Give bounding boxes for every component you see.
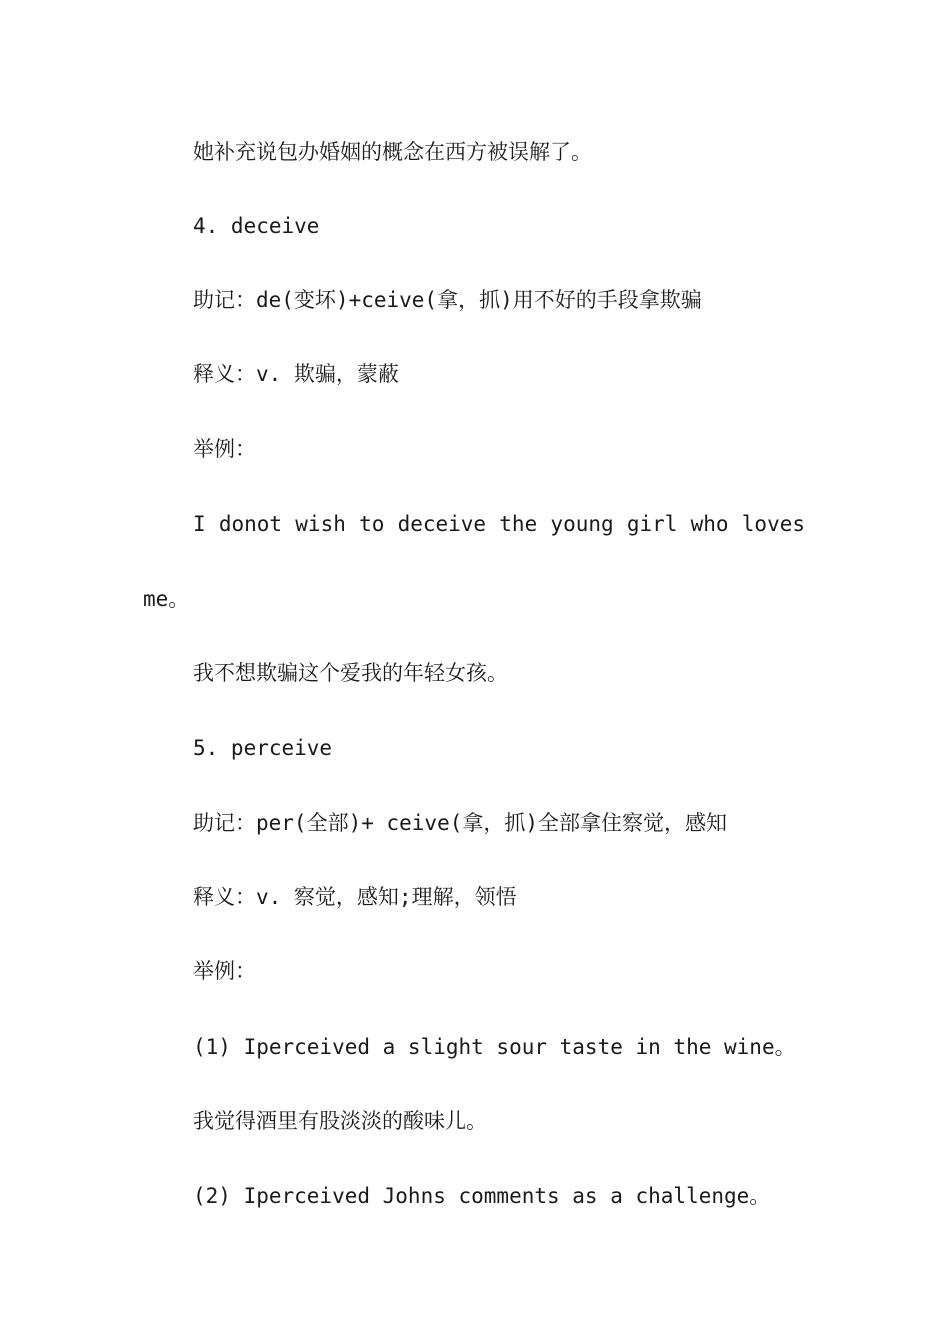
example-sentence-perceive-1: (1) Iperceived a slight sour taste in the wine。 xyxy=(193,1035,796,1059)
mnemonic-perceive: 助记：per(全部)+ ceive(拿，抓)全部拿住察觉，感知 xyxy=(193,811,728,835)
example-sentence-perceive-2: (2) Iperceived Johns comments as a challenge。 xyxy=(193,1184,771,1208)
example-sentence-deceive: I donot wish to deceive the young girl who loves xyxy=(193,512,805,536)
paragraph-translation-arranged-marriage: 她补充说包办婚姻的概念在西方被误解了。 xyxy=(193,140,592,164)
word-heading-deceive: 4. deceive xyxy=(193,214,320,238)
mnemonic-deceive: 助记：de(变坏)+ceive(拿，抓)用不好的手段拿欺骗 xyxy=(193,288,702,312)
definition-deceive: 释义：v. 欺骗，蒙蔽 xyxy=(193,362,399,386)
example-sentence-deceive-continued: me。 xyxy=(143,587,190,611)
example-translation-deceive: 我不想欺骗这个爱我的年轻女孩。 xyxy=(193,661,508,685)
example-translation-perceive-1: 我觉得酒里有股淡淡的酸味儿。 xyxy=(193,1109,487,1133)
word-heading-perceive: 5. perceive xyxy=(193,736,333,760)
definition-perceive: 释义：v. 察觉，感知;理解，领悟 xyxy=(193,885,517,909)
example-label-deceive: 举例： xyxy=(193,437,256,461)
example-label-perceive: 举例： xyxy=(193,959,256,983)
